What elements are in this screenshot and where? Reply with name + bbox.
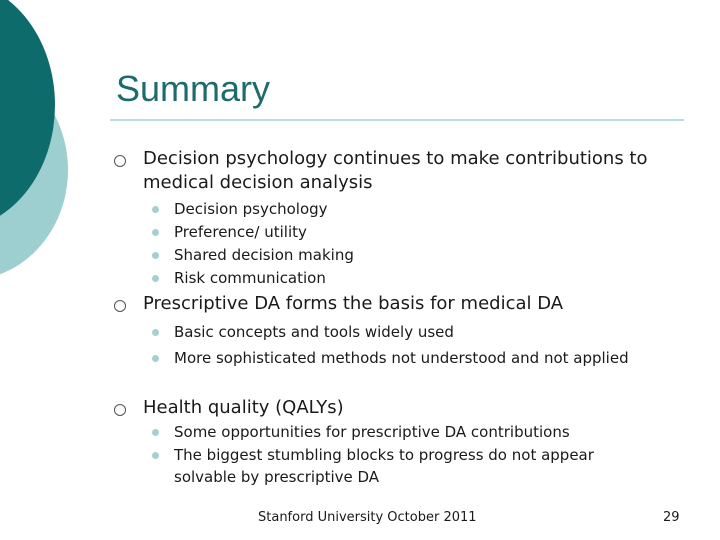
dot-bullet-icon	[152, 329, 159, 336]
hollow-circle-bullet-icon	[114, 155, 126, 167]
sub-bullet: Risk communication	[174, 269, 326, 287]
bullet-point: Health quality (QALYs)	[143, 397, 344, 418]
dot-bullet-icon	[152, 206, 159, 213]
bullet-point: Decision psychology continues to make contributions to medical decision analysis	[143, 148, 648, 193]
dot-bullet-icon	[152, 275, 159, 282]
sub-bullet: Some opportunities for prescriptive DA contributions	[174, 423, 570, 441]
dot-bullet-icon	[152, 229, 159, 236]
page-number: 29	[663, 510, 680, 525]
sub-bullet: Shared decision making	[174, 246, 354, 264]
hollow-circle-bullet-icon	[114, 300, 126, 312]
dot-bullet-icon	[152, 452, 159, 459]
sub-bullet: More sophisticated methods not understood and not applied	[174, 349, 629, 367]
bullet-point: Prescriptive DA forms the basis for medical DA	[143, 293, 564, 314]
dot-bullet-icon	[152, 429, 159, 436]
dot-bullet-icon	[152, 355, 159, 362]
dot-bullet-icon	[152, 252, 159, 259]
footer-text: Stanford University October 2011	[258, 510, 477, 525]
hollow-circle-bullet-icon	[114, 404, 126, 416]
sub-bullet: Basic concepts and tools widely used	[174, 323, 454, 341]
slide-title: Summary	[116, 68, 271, 109]
sub-bullet: Preference/ utility	[174, 223, 307, 241]
sub-bullet: Decision psychology	[174, 200, 328, 218]
sub-bullet: The biggest stumbling blocks to progress do not appear solvable by prescriptive DA	[174, 446, 594, 486]
